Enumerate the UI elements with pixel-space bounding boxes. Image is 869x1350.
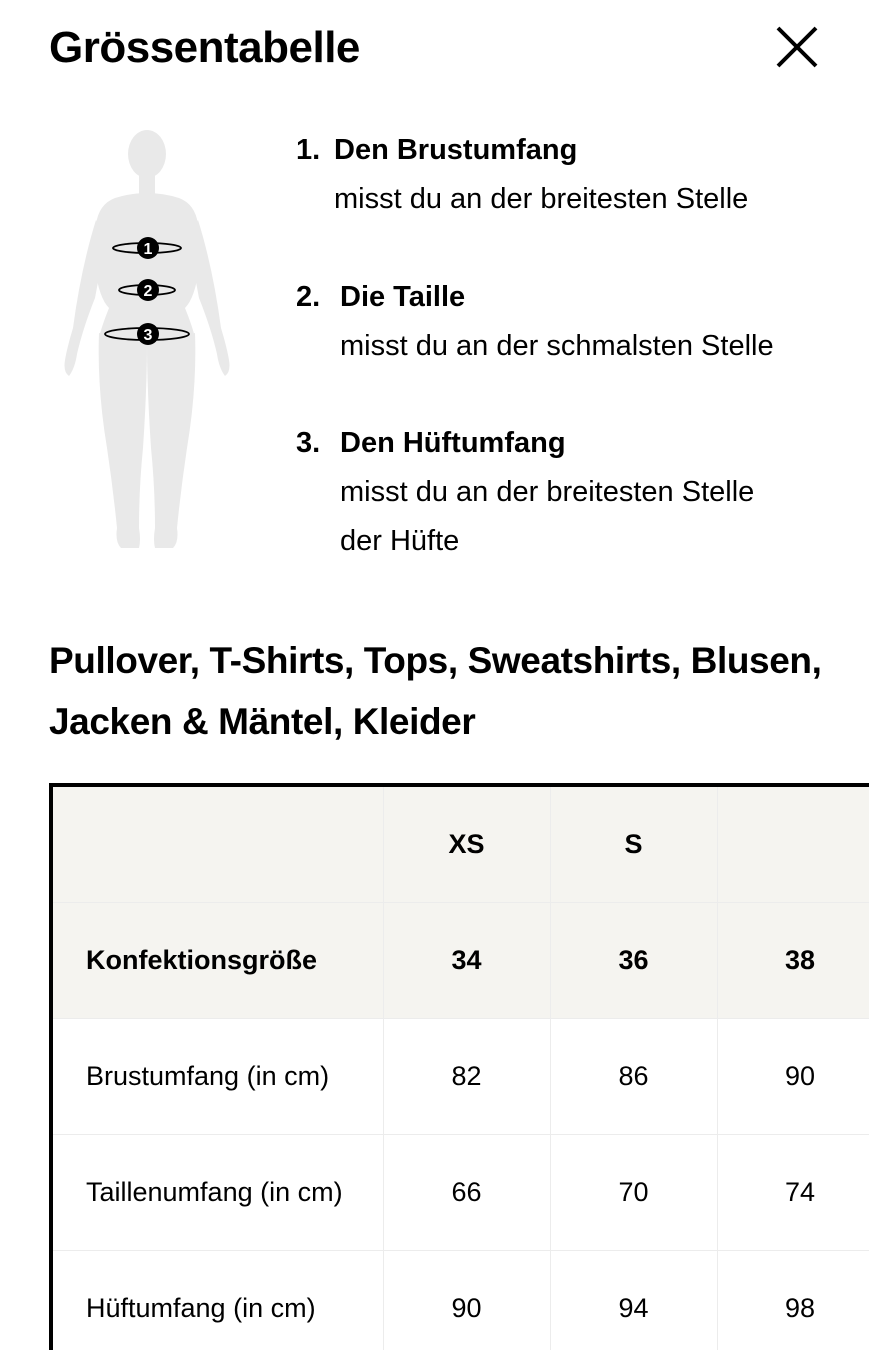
table-row-label: Hüftumfang (in cm) — [53, 1251, 383, 1350]
size-table[interactable] — [49, 783, 869, 1350]
table-header-cell: S — [550, 787, 717, 903]
svg-text:1: 1 — [143, 241, 153, 258]
table-row — [53, 1251, 869, 1350]
table-header-cell: Konfektionsgröße — [53, 903, 383, 1019]
table-row-sizes — [53, 787, 869, 903]
step-hip — [296, 419, 856, 566]
table-row-label: Brustumfang (in cm) — [53, 1019, 383, 1135]
table-header-cell — [717, 787, 869, 903]
table-row — [53, 1135, 869, 1251]
step-description: misst du an der schmalsten Stelle — [340, 330, 774, 362]
step-number: 1. — [296, 134, 321, 166]
table-cell: 90 — [717, 1019, 869, 1135]
svg-text:3: 3 — [143, 327, 153, 344]
table-header-cell: 34 — [383, 903, 550, 1019]
close-icon — [770, 22, 824, 76]
table-cell: 66 — [383, 1135, 550, 1251]
table-cell: 90 — [383, 1251, 550, 1350]
step-description: misst du an der breitesten Stelle — [334, 183, 749, 215]
table-cell: 98 — [717, 1251, 869, 1350]
table-row — [53, 1019, 869, 1135]
section-title-line: Jacken & Mäntel, Kleider — [49, 701, 476, 742]
svg-text:2: 2 — [143, 283, 153, 300]
table-cell: 94 — [550, 1251, 717, 1350]
body-measurement-figure — [55, 128, 245, 558]
close-button[interactable] — [770, 22, 824, 76]
page-title: Grössentabelle — [49, 23, 360, 72]
table-row-konfektion — [53, 903, 869, 1019]
table-cell: 86 — [550, 1019, 717, 1135]
body-silhouette-icon — [55, 128, 245, 558]
step-title: Den Hüftumfang — [340, 427, 566, 459]
table-cell: 74 — [717, 1135, 869, 1251]
step-title: Den Brustumfang — [334, 134, 578, 166]
step-number: 2. — [296, 281, 321, 313]
section-title — [49, 630, 859, 752]
table-header-cell — [53, 787, 383, 903]
step-description: der Hüfte — [340, 525, 460, 557]
step-waist — [296, 273, 856, 371]
table-header-cell: 38 — [717, 903, 869, 1019]
size-table-grid — [53, 787, 869, 1350]
table-cell: 82 — [383, 1019, 550, 1135]
step-number: 3. — [296, 427, 321, 459]
table-row-label: Taillenumfang (in cm) — [53, 1135, 383, 1251]
table-header-cell: XS — [383, 787, 550, 903]
step-title: Die Taille — [340, 281, 466, 313]
step-bust — [296, 126, 856, 224]
table-cell: 70 — [550, 1135, 717, 1251]
table-header-cell: 36 — [550, 903, 717, 1019]
section-title-line: Pullover, T-Shirts, Tops, Sweatshirts, Blusen, — [49, 640, 822, 681]
step-description: misst du an der breitesten Stelle — [340, 476, 755, 508]
